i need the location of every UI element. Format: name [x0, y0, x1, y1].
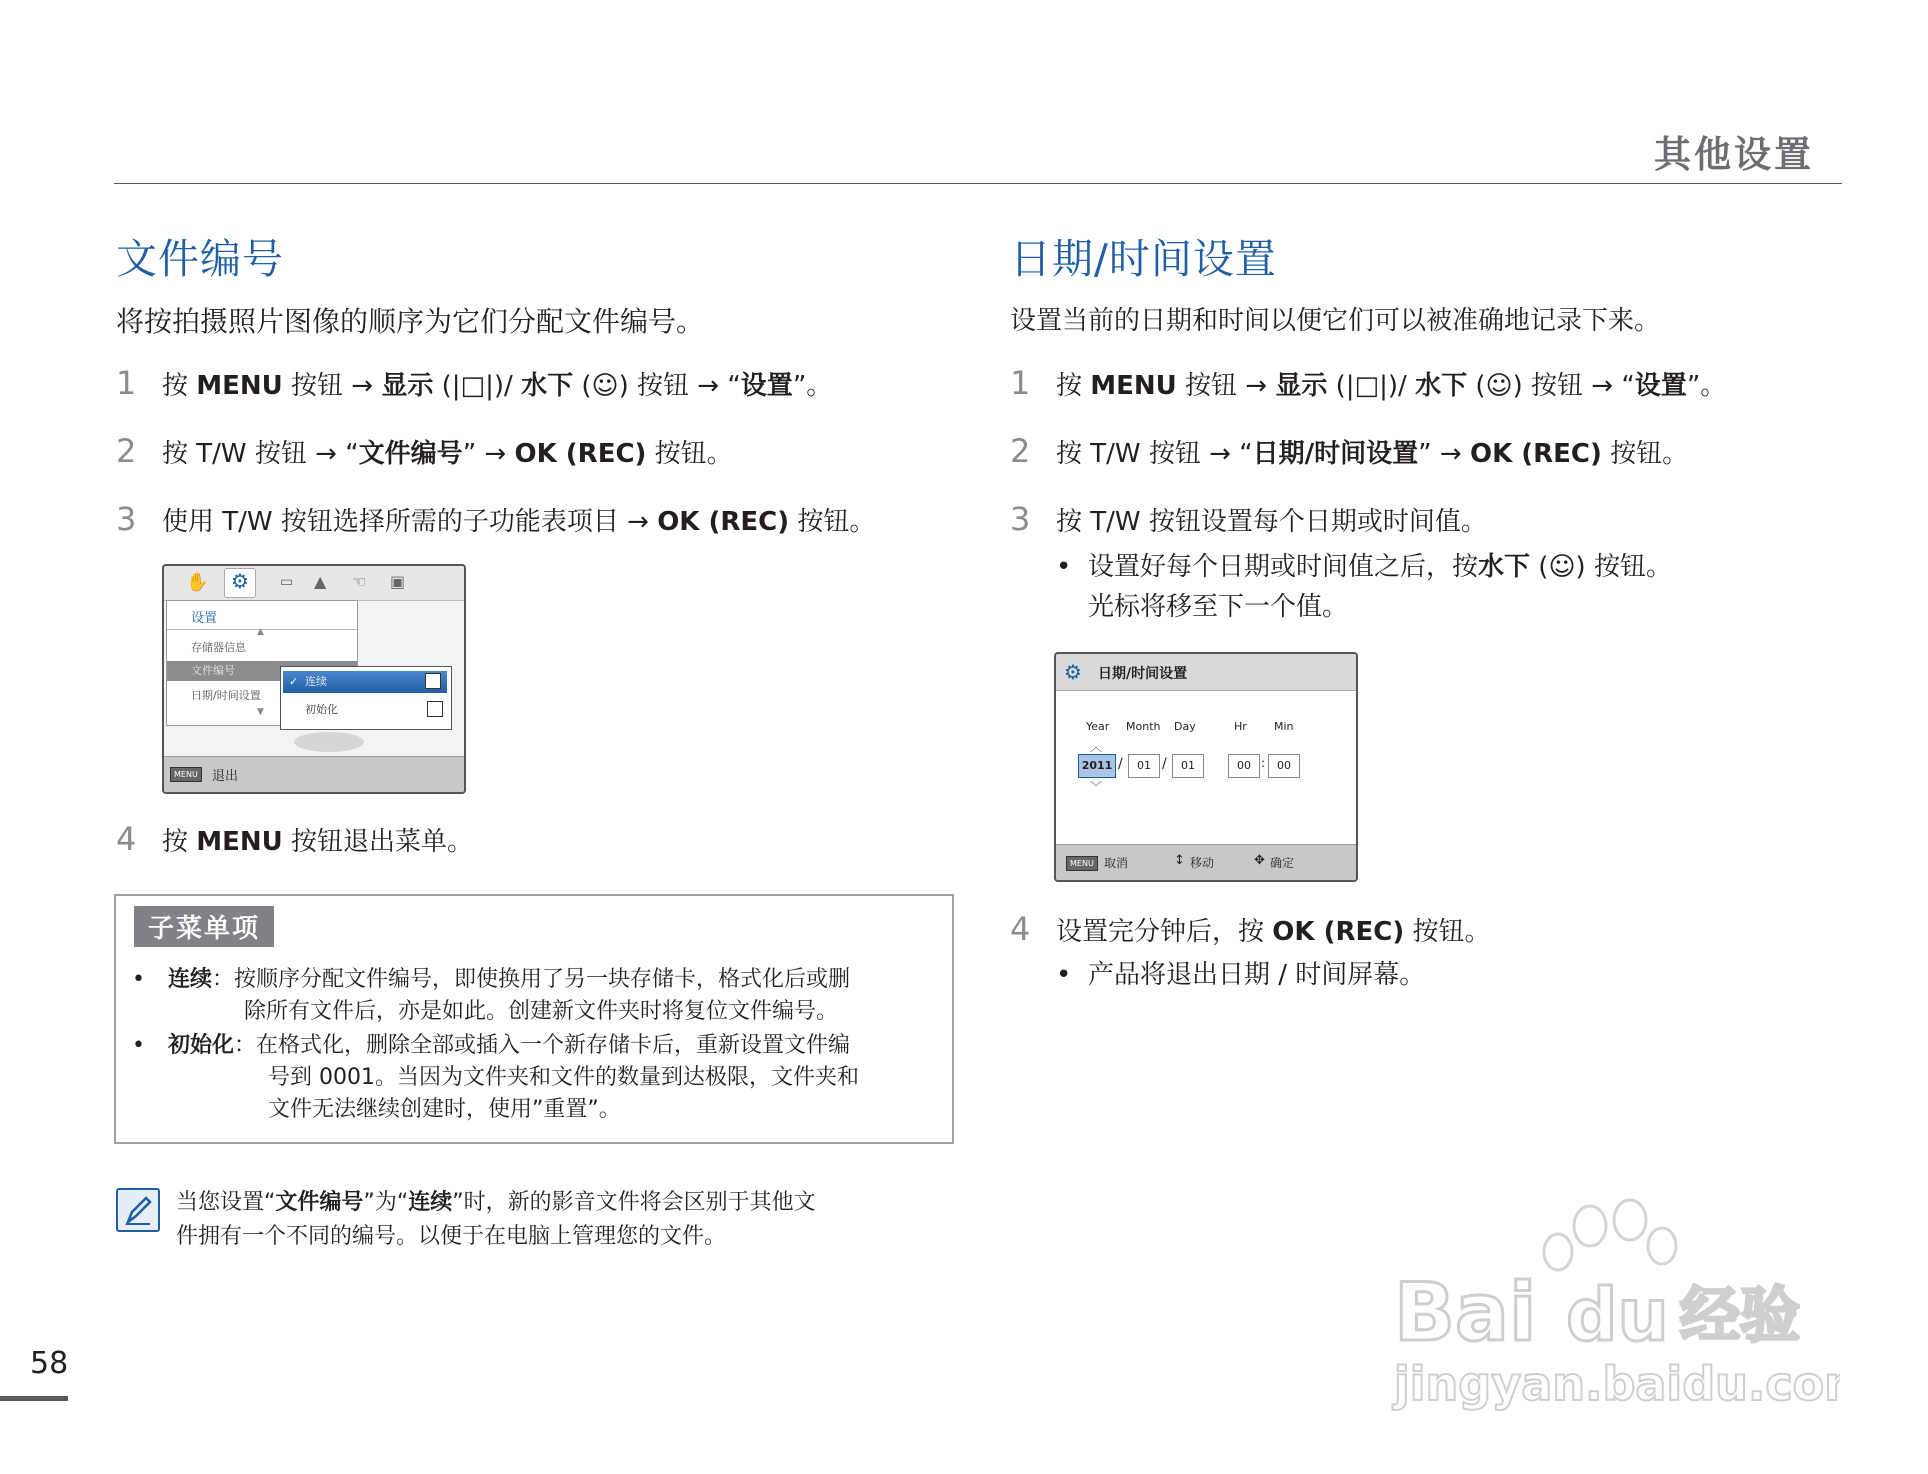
- svg-text:jingyan.baidu.com: jingyan.baidu.com: [1394, 1357, 1840, 1411]
- hour-field[interactable]: 00: [1228, 754, 1260, 778]
- dpad-icon: ✥: [1254, 853, 1265, 868]
- cancel-label[interactable]: 取消: [1104, 856, 1129, 870]
- submenu-item-continuous: 连续：按顺序分配文件编号，即使换用了另一块存储卡，格式化后或删: [168, 967, 851, 992]
- image-icon: ▲: [314, 572, 327, 591]
- submenu-item-reset-line3: 文件无法继续创建时，使用”重置”。: [268, 1097, 621, 1122]
- step-3: [1010, 500, 1487, 538]
- section-title-date-time: 日期/时间设置: [1010, 235, 1277, 283]
- note-text: 当您设置“文件编号”为“连续”时，新的影音文件将会区别于其他文 件拥有一个不同的编号。以便于在电脑上管理您的文件。: [176, 1190, 816, 1249]
- settings-icon: ▣: [390, 572, 406, 591]
- menu-key-icon: MENU: [1066, 856, 1098, 871]
- step-number: 2: [116, 432, 137, 470]
- step-text: 按 T/W 按钮设置每个日期或时间值。: [1056, 507, 1487, 537]
- page-header-title: 其他设置: [1654, 133, 1814, 176]
- svg-text:Bai: Bai: [1394, 1266, 1537, 1359]
- date-separator: /: [1118, 756, 1123, 772]
- baidu-watermark-logo: [1380, 1190, 1840, 1420]
- submenu-items-box: [114, 894, 954, 1144]
- step-text: 使用 T/W 按钮选择所需的子功能表项目 → OK (REC) 按钮。: [162, 507, 876, 537]
- step-number: 1: [1010, 364, 1031, 402]
- label-day: Day: [1174, 720, 1196, 733]
- step-text: 按 T/W 按钮 → “文件编号” → OK (REC) 按钮。: [162, 439, 733, 469]
- month-field[interactable]: 01: [1128, 754, 1160, 778]
- submenu-heading: 子菜单项: [134, 906, 274, 947]
- file-icon: [425, 673, 441, 689]
- section-title-file-number: 文件编号: [116, 235, 284, 283]
- bullet-dot: •: [132, 967, 145, 992]
- gear-icon[interactable]: ⚙: [224, 568, 256, 598]
- note-pencil-icon: [116, 1188, 160, 1232]
- minute-field[interactable]: 00: [1268, 754, 1300, 778]
- step-number: 1: [116, 364, 137, 402]
- check-icon: ✓: [289, 675, 299, 688]
- display-icon: ▭: [280, 574, 294, 590]
- submenu-item-reset: 初始化：在格式化，删除全部或插入一个新存储卡后，重新设置文件编: [168, 1033, 851, 1058]
- label-year: Year: [1086, 720, 1110, 733]
- step-text: 设置完分钟后，按 OK (REC) 按钮。: [1056, 917, 1491, 947]
- hand-icon: ✋: [186, 572, 209, 593]
- step-3: [116, 500, 875, 538]
- step-number: 3: [1010, 500, 1031, 538]
- step-text: 按 MENU 按钮退出菜单。: [162, 827, 474, 857]
- step-3-bullet-line2: 光标将移至下一个值。: [1088, 592, 1349, 622]
- menu-item-date-time[interactable]: 日期/时间设置: [191, 689, 261, 702]
- label-month: Month: [1126, 720, 1161, 733]
- submenu-popup: [280, 666, 452, 730]
- bottom-bar: [1056, 844, 1356, 881]
- step-4-bullet: • 产品将退出日期 / 时间屏幕。: [1056, 960, 1426, 990]
- label-minute: Min: [1274, 720, 1294, 733]
- background-blob: [294, 732, 364, 752]
- section-intro: 设置当前的日期和时间以便它们可以被准确地记录下来。: [1010, 306, 1661, 336]
- menu-icon-bar: [164, 566, 464, 601]
- step-number: 3: [116, 500, 137, 538]
- menu-item-memory-info[interactable]: 存储器信息: [191, 641, 246, 654]
- step-4: [116, 820, 473, 858]
- step-2: [116, 432, 733, 470]
- label-hour: Hr: [1234, 720, 1247, 733]
- svg-text:du: du: [1566, 1273, 1669, 1357]
- step-number: 4: [116, 820, 137, 858]
- date-time-screen: [1054, 652, 1358, 882]
- page-number: 58: [30, 1346, 69, 1381]
- step-3-bullet: • 设置好每个日期或时间值之后，按水下 (☺) 按钮。: [1056, 552, 1672, 582]
- step-text: 按 T/W 按钮 → “日期/时间设置” → OK (REC) 按钮。: [1056, 439, 1689, 469]
- time-separator: :: [1261, 756, 1266, 770]
- screen-title-bar: [1056, 654, 1356, 691]
- step-number: 2: [1010, 432, 1031, 470]
- scroll-down-icon[interactable]: ▼: [257, 707, 264, 717]
- step-2: [1010, 432, 1688, 470]
- settings-menu-screen: [162, 564, 466, 794]
- file-reset-icon: [427, 701, 443, 717]
- step-number: 4: [1010, 910, 1031, 948]
- confirm-label[interactable]: 确定: [1270, 856, 1295, 870]
- exit-label[interactable]: 退出: [212, 769, 239, 784]
- step-text: 按 MENU 按钮 → 显示 (|□|)/ 水下 (☺) 按钮 → “设置”。: [162, 371, 833, 401]
- menu-title: 设置: [191, 611, 218, 626]
- step-1: [1010, 364, 1726, 402]
- screen-title: 日期/时间设置: [1098, 666, 1188, 682]
- popup-option-continuous[interactable]: ✓ 连续: [283, 671, 447, 693]
- bottom-bar: [164, 756, 464, 793]
- chevron-down-icon[interactable]: ﹀: [1090, 780, 1103, 794]
- scroll-up-icon[interactable]: ▲: [257, 627, 264, 637]
- up-down-icon: ↕: [1174, 853, 1185, 868]
- svg-text:经验: 经验: [1680, 1281, 1800, 1351]
- gear-icon: ⚙: [1064, 660, 1082, 684]
- menu-key-icon: MENU: [170, 767, 202, 782]
- day-field[interactable]: 01: [1172, 754, 1204, 778]
- move-label[interactable]: 移动: [1190, 856, 1215, 870]
- submenu-item-continuous-line2: 除所有文件后，亦是如此。创建新文件夹时将复位文件编号。: [244, 999, 839, 1024]
- year-field[interactable]: 2011: [1078, 754, 1116, 778]
- step-4: [1010, 910, 1490, 948]
- page-number-rule: [0, 1396, 68, 1401]
- handshake-icon: ☜: [352, 572, 367, 591]
- step-1: [116, 364, 832, 402]
- chevron-up-icon[interactable]: ︿: [1090, 740, 1103, 754]
- popup-option-reset[interactable]: 初始化: [305, 703, 338, 716]
- date-separator: /: [1162, 756, 1167, 772]
- bullet-dot: •: [132, 1033, 145, 1058]
- section-intro: 将按拍摄照片图像的顺序为它们分配文件编号。: [116, 305, 705, 338]
- header-divider: [114, 183, 1842, 184]
- submenu-item-reset-line2: 号到 0001。当因为文件夹和文件的数量到达极限，文件夹和: [268, 1065, 859, 1090]
- step-text: 按 MENU 按钮 → 显示 (|□|)/ 水下 (☺) 按钮 → “设置”。: [1056, 371, 1727, 401]
- menu-item-file-number[interactable]: 文件编号: [167, 661, 357, 681]
